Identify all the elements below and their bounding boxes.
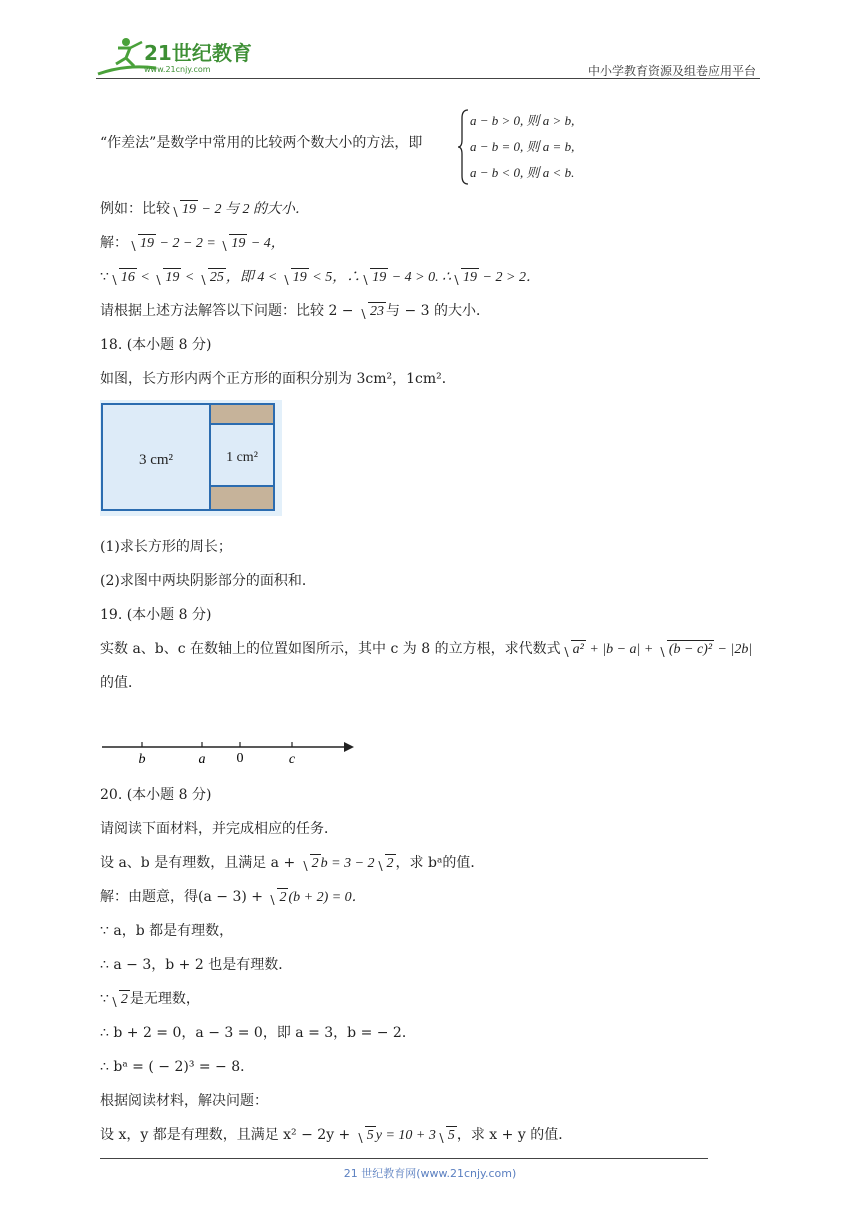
logo bbox=[96, 34, 266, 78]
axis-label-0: 0 bbox=[236, 751, 244, 766]
q20-line10: 设 x，y 都是有理数，且满足 x² − 2y + 5 y = 10 + 3 5 ，求 x + y 的值． bbox=[100, 1127, 573, 1143]
q18-part1: (1)求长方形的周长； bbox=[100, 539, 232, 555]
axis-label-c: c bbox=[288, 752, 296, 767]
small-square-label: 1 cm² bbox=[226, 450, 258, 465]
q20-line5: ∴ a − 3，b + 2 也是有理数． bbox=[100, 957, 293, 973]
cases-block bbox=[470, 108, 574, 186]
axis-label-b: b bbox=[138, 752, 146, 767]
intro-text: “作差法”是数学中常用的比较两个数大小的方法，即 bbox=[100, 135, 423, 151]
q20-line3: 解：由题意，得(a − 3) + 2 (b + 2) = 0． bbox=[100, 889, 366, 905]
q18-title: 18. (本小题 8 分) bbox=[100, 337, 212, 353]
case-row: a − b < 0, 则 a < b. bbox=[470, 165, 575, 180]
q20-line4: ∵ a，b 都是有理数， bbox=[100, 923, 234, 939]
rectangle-figure bbox=[100, 400, 282, 516]
header-divider bbox=[96, 78, 760, 79]
axis-label-a: a bbox=[198, 752, 206, 767]
q19-tail: 的值． bbox=[100, 675, 142, 691]
solution-line: 解： 19 − 2 − 2 = 19 − 4， bbox=[100, 235, 285, 251]
q20-title: 20. (本小题 8 分) bbox=[100, 787, 212, 803]
q19-text: 实数 a、b、c 在数轴上的位置如图所示，其中 c 为 8 的立方根，求代数式 a² + |b − a| + (b − c)² − |2b| bbox=[100, 641, 753, 657]
number-line bbox=[100, 736, 356, 768]
q17-task: 请根据上述方法解答以下问题：比较 2 − 23 与 − 3 的大小． bbox=[100, 303, 490, 319]
arrow-icon bbox=[344, 742, 354, 752]
shaded-bottom bbox=[210, 486, 274, 510]
logo-text: 21世纪教育 bbox=[144, 41, 252, 65]
q19-title: 19. (本小题 8 分) bbox=[100, 607, 212, 623]
shaded-top bbox=[210, 404, 274, 424]
q20-line6: ∵ 2 是无理数， bbox=[100, 991, 200, 1007]
footer-divider bbox=[100, 1158, 708, 1159]
brand-text: 中小学教育资源及组卷应用平台 bbox=[587, 64, 756, 78]
q20-line8: ∴ bᵃ = ( − 2)³ = − 8． bbox=[100, 1059, 255, 1075]
q20-line1: 请阅读下面材料，并完成相应的任务． bbox=[100, 821, 338, 837]
sqrt: 19 bbox=[171, 200, 198, 218]
q20-line9: 根据阅读材料，解决问题： bbox=[100, 1093, 268, 1109]
q20-line7: ∴ b + 2 = 0，a − 3 = 0，即 a = 3，b = − 2． bbox=[100, 1025, 416, 1041]
q18-desc: 如图，长方形内两个正方形的面积分别为 3cm²，1cm²． bbox=[100, 371, 456, 387]
q20-line2: 设 a、b 是有理数，且满足 a + 2 b = 3 − 2 2 ，求 bᵃ的值． bbox=[100, 855, 485, 871]
q18-part2: (2)求图中两块阴影部分的面积和． bbox=[100, 573, 316, 589]
logo-url: www.21cnjy.com bbox=[144, 65, 211, 74]
case-row: a − b > 0, 则 a > b, bbox=[470, 113, 575, 128]
because-line: ∵ 16 < 19 < 25 ，即 4 < 19 < 5，∴ 19 − 4 > 0. ∴ 19 − 2 > 2． bbox=[100, 269, 540, 285]
footer-text: 21 世纪教育网(www.21cnjy.com) bbox=[343, 1167, 517, 1180]
brace-icon bbox=[458, 108, 470, 186]
example-line: 例如：比较 19 − 2 与 2 的大小． bbox=[100, 201, 309, 217]
big-square-label: 3 cm² bbox=[138, 452, 174, 468]
case-row: a − b = 0, 则 a = b, bbox=[470, 139, 575, 154]
page-header bbox=[96, 34, 760, 80]
